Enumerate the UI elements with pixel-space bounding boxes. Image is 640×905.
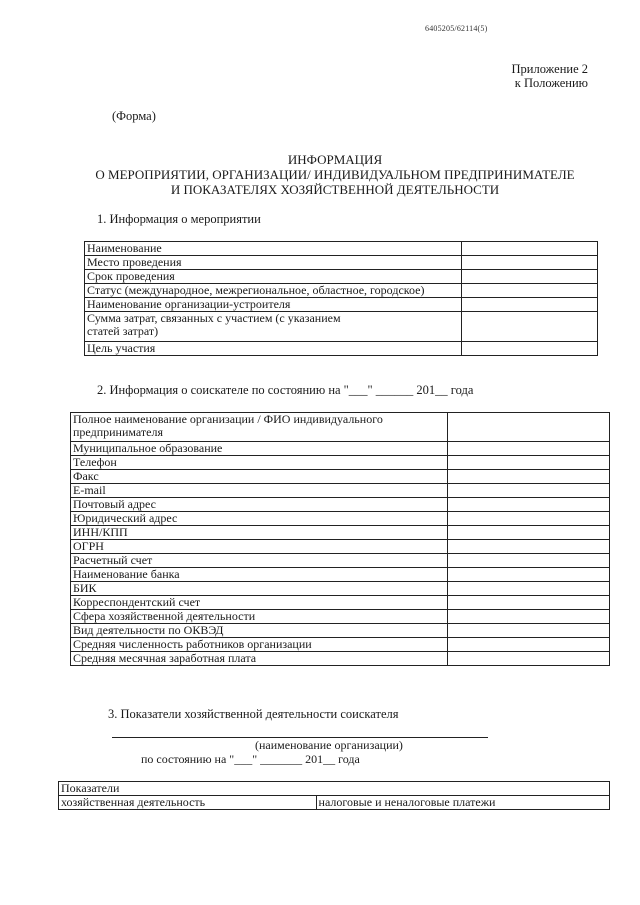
row-label: Расчетный счет [71, 554, 448, 568]
title-line-1: ИНФОРМАЦИЯ [287, 152, 383, 167]
table-row [71, 512, 610, 526]
row-label [85, 312, 462, 342]
row-value-cell[interactable] [448, 413, 610, 442]
table-row [71, 554, 610, 568]
row-label: БИК [71, 582, 448, 596]
row-label: Наименование банка [71, 568, 448, 582]
date-line: по состоянию на "___" _______ 201__ года [141, 752, 360, 766]
row-value-cell[interactable] [462, 242, 598, 256]
row-label: Юридический адрес [71, 512, 448, 526]
title-line-2: О МЕРОПРИЯТИИ, ОРГАНИЗАЦИИ/ ИНДИВИДУАЛЬНОМ ПРЕДПРИНИМАТЕЛЕ [95, 167, 575, 182]
row-label: Сфера хозяйственной деятельности [71, 610, 448, 624]
indicators-table [58, 781, 610, 810]
row-value-cell[interactable] [448, 652, 610, 666]
row-value-cell[interactable] [448, 610, 610, 624]
row-label: Статус (международное, межрегиональное, областное, городское) [85, 284, 462, 298]
appendix-note [512, 62, 588, 90]
row-label: Наименование организации-устроителя [85, 298, 462, 312]
row-value-cell[interactable] [448, 582, 610, 596]
row-label: Муниципальное образование [71, 442, 448, 456]
table-row [71, 610, 610, 624]
table-row [71, 484, 610, 498]
table-row [71, 568, 610, 582]
table-row [71, 652, 610, 666]
table-row [71, 638, 610, 652]
row-label: Наименование [85, 242, 462, 256]
row-label-line-2: предпринимателя [73, 425, 163, 439]
row-value-cell[interactable] [462, 284, 598, 298]
table-row [71, 540, 610, 554]
row-value-cell[interactable] [448, 596, 610, 610]
row-value-cell[interactable] [448, 554, 610, 568]
row-label: Срок проведения [85, 270, 462, 284]
applicant-info-table [70, 412, 610, 666]
table-row [71, 624, 610, 638]
row-value-cell[interactable] [448, 498, 610, 512]
org-name-caption: (наименование организации) [255, 738, 403, 752]
document-code: 6405205/62114(5) [425, 24, 488, 33]
table-row [85, 342, 598, 356]
appendix-line-1: Приложение 2 [511, 62, 588, 76]
row-label: ИНН/КПП [71, 526, 448, 540]
row-value-cell[interactable] [448, 568, 610, 582]
row-label: Корреспондентский счет [71, 596, 448, 610]
row-label-line-1: Полное наименование организации / ФИО индивидуального [73, 412, 383, 426]
row-label: Цель участия [85, 342, 462, 356]
table-row [71, 498, 610, 512]
row-label: Средняя месячная заработная плата [71, 652, 448, 666]
form-label: (Форма) [112, 109, 156, 123]
row-label: Факс [71, 470, 448, 484]
row-value-cell[interactable] [448, 512, 610, 526]
row-value-cell[interactable] [448, 442, 610, 456]
table-row [71, 582, 610, 596]
row-value-cell[interactable] [448, 624, 610, 638]
table-row [59, 796, 610, 810]
table-row [71, 596, 610, 610]
row-label: Вид деятельности по ОКВЭД [71, 624, 448, 638]
table-row [85, 298, 598, 312]
row-label: E-mail [71, 484, 448, 498]
row-label [71, 413, 448, 442]
section-2-heading: 2. Информация о соискателе по состоянию на "___" ______ 201__ года [97, 383, 474, 397]
table-row [59, 782, 610, 796]
document-title [0, 152, 640, 197]
title-line-3: И ПОКАЗАТЕЛЯХ ХОЗЯЙСТВЕННОЙ ДЕЯТЕЛЬНОСТИ [170, 182, 500, 197]
indicators-header: Показатели [59, 782, 610, 796]
row-value-cell[interactable] [462, 270, 598, 284]
row-label: ОГРН [71, 540, 448, 554]
indicators-col-business: хозяйственная деятельность [59, 796, 317, 810]
row-value-cell[interactable] [448, 470, 610, 484]
row-label: Средняя численность работников организации [71, 638, 448, 652]
event-info-table [84, 241, 598, 356]
table-row [85, 242, 598, 256]
indicators-col-payments: налоговые и неналоговые платежи [316, 796, 609, 810]
row-value-cell[interactable] [462, 312, 598, 342]
row-label-line-2: статей затрат) [87, 324, 159, 338]
table-row [71, 413, 610, 442]
table-row [85, 270, 598, 284]
section-1-heading: 1. Информация о мероприятии [97, 212, 261, 226]
row-value-cell[interactable] [448, 638, 610, 652]
row-value-cell[interactable] [462, 256, 598, 270]
table-row [85, 312, 598, 342]
row-label: Телефон [71, 456, 448, 470]
table-row [71, 526, 610, 540]
table-row [85, 284, 598, 298]
row-value-cell[interactable] [448, 526, 610, 540]
table-row [71, 442, 610, 456]
row-value-cell[interactable] [462, 342, 598, 356]
row-value-cell[interactable] [448, 456, 610, 470]
row-label: Почтовый адрес [71, 498, 448, 512]
table-row [85, 256, 598, 270]
table-row [71, 456, 610, 470]
row-value-cell[interactable] [448, 484, 610, 498]
section-3-heading: 3. Показатели хозяйственной деятельности соискателя [108, 707, 399, 721]
table-row [71, 470, 610, 484]
row-label-line-1: Сумма затрат, связанных с участием (с указанием [87, 311, 341, 325]
row-value-cell[interactable] [462, 298, 598, 312]
appendix-line-2: к Положению [514, 76, 588, 90]
row-value-cell[interactable] [448, 540, 610, 554]
row-label: Место проведения [85, 256, 462, 270]
